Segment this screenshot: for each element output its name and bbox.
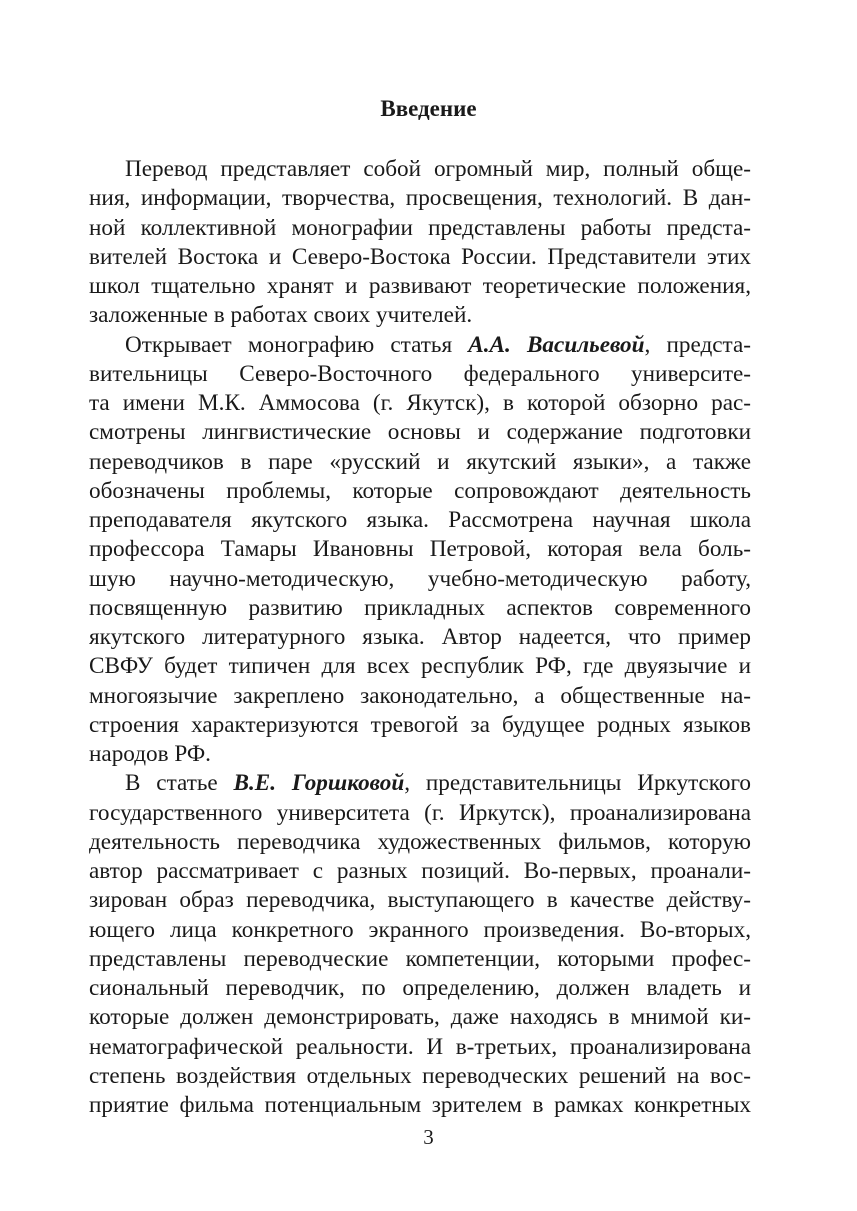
paragraph-2 [89,331,751,770]
text-line: та имени М.К. Аммосова (г. Якутск), в которой обзорно рас- [89,390,751,416]
text-line: автор рассматривает с разных позиций. Во-первых, проанали- [89,858,751,884]
text-line: нематографической реальности. И в-третьих, проанализирована [89,1033,751,1060]
text-line: профессора Тамары Ивановны Петровой, которая вела боль- [89,536,751,563]
text-line: преподавателя якутского языка. Рассмотрена научная школа [89,507,751,533]
line-text: Открывает монографию статья [125,331,469,358]
text-line: смотрены лингвистические основы и содержание подготовки [89,419,751,446]
text-line: вительницы Северо-Восточного федерального университе- [89,360,751,387]
text-line: ющего лица конкретного экранного произведения. Во-вторых, [89,916,751,943]
text-line: которые должен демонстрировать, даже находясь в мнимой ки- [89,1004,751,1031]
text-line: шую научно-методическую, учебно-методическую работу, [89,565,751,592]
author-name: В.Е. Горшковой [233,770,405,797]
page-number: 3 [423,1125,434,1149]
text-line: обозначены проблемы, которые сопровождают деятельность [89,477,751,504]
text-line: посвященную развитию прикладных аспектов современного [89,594,751,621]
text-line: ния, информации, творчества, просвещения, технологий. В дан- [89,185,751,212]
text-line: якутского литературного языка. Автор надеется, что пример [89,624,751,650]
paragraph-3 [89,769,751,1120]
body-text [89,155,751,1120]
text-line: народов РФ. [89,741,211,767]
text-line: переводчиков в паре «русский и якутский языки», а также [89,448,751,475]
text-line: вителей Востока и Северо-Востока России. Представители этих [89,243,751,270]
text-line: строения характеризуются тревогой за будущее родных языков [89,711,751,738]
author-name: А.А. Васильевой [468,331,645,358]
text-line [89,769,751,798]
text-line: СВФУ будет типичен для всех республик РФ, где двуязычие и [89,653,751,680]
text-line: приятие фильма потенциальным зрителем в рамках конкретных [89,1092,751,1118]
text-line: деятельность переводчика художественных фильмов, которую [89,828,751,855]
paragraph-1 [89,155,751,331]
text-line: многоязычие закреплено законодательно, а общественные на- [89,682,751,709]
text-line: школ тщательно хранят и развивают теоретические положения, [89,273,751,299]
text-line: ной коллективной монографии представлены работы предста- [89,214,751,241]
text-line: государственного университета (г. Иркутск), проанализирована [89,799,751,826]
line-text: , предста- [644,331,751,358]
line-text: В статье [125,770,234,797]
line-text: , представительницы Иркутского [404,770,751,797]
text-line: Перевод представляет собой огромный мир, полный обще- [125,156,751,182]
text-line: заложенные в работах своих учителей. [89,302,473,329]
text-line: сиональный переводчик, по определению, должен владеть и [89,975,751,1001]
text-line: представлены переводческие компетенции, которыми профес- [89,945,751,972]
text-line [89,331,751,360]
page-title: Введение [380,96,477,121]
text-line: зирован образ переводчика, выступающего в качестве действу- [89,887,751,914]
text-line: степень воздействия отдельных переводческих решений на вос- [89,1062,751,1089]
